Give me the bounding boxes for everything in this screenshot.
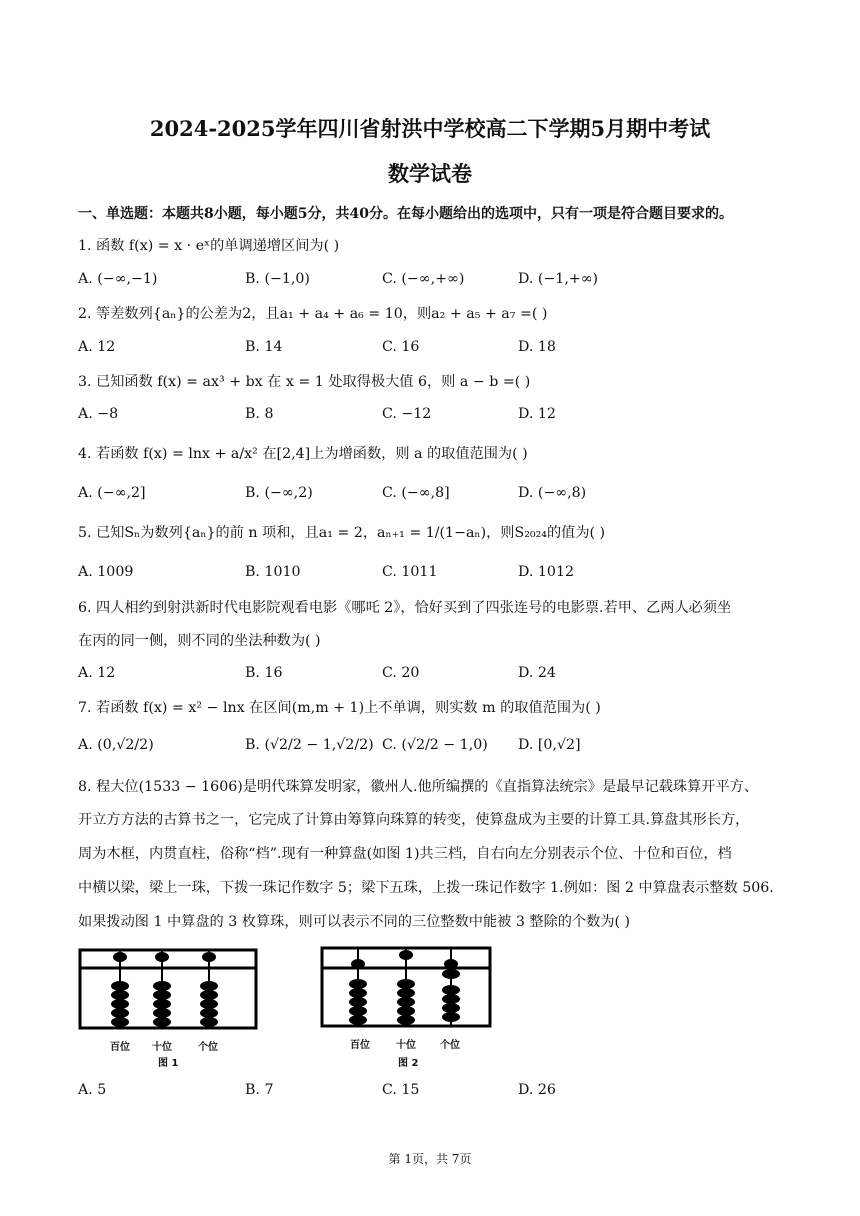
q8-option-d: D. 26	[518, 1082, 556, 1098]
figure-2-label-hundreds: 百位	[350, 1040, 370, 1051]
question-3-stem: 3. 已知函数 f(x) = ax³ + bx 在 x = 1 处取得极大值 6，则 a − b =( )	[78, 374, 531, 390]
q6-option-d: D. 24	[518, 665, 556, 681]
figure-2-label-ones: 个位	[440, 1040, 460, 1051]
q3-option-d: D. 12	[518, 406, 556, 422]
page-footer: 第 1页，共 7页	[388, 1152, 472, 1166]
section-heading: 一、单选题：本题共8小题，每小题5分，共40分。在每小题给出的选项中，只有一项是符合题目要求的。	[78, 206, 733, 222]
question-8-stem-line-1: 8. 程大位(1533 − 1606)是明代珠算发明家，徽州人.他所编撰的《直指算法统宗》是最早记载珠算开平方、	[78, 779, 759, 795]
q2-option-b: B. 14	[245, 339, 283, 355]
q4-option-a: A. (−∞,2]	[78, 485, 146, 501]
q2-option-a: A. 12	[78, 339, 116, 355]
q6-option-a: A. 12	[78, 665, 116, 681]
q7-option-a: A. (0,√2/2)	[78, 737, 154, 753]
question-6-stem-line-1: 6. 四人相约到射洪新时代电影院观看电影《哪吒 2》，恰好买到了四张连号的电影票.若甲、乙两人必须坐	[78, 600, 732, 616]
question-6-stem-line-2: 在丙的同一侧，则不同的坐法种数为( )	[78, 633, 321, 649]
question-8-stem-line-3: 周为木框，内贯直柱，俗称“档”.现有一种算盘(如图 1)共三档，自右向左分别表示个位、十位和百位，档	[78, 846, 732, 862]
q7-option-d: D. [0,√2]	[518, 737, 581, 753]
q5-option-a: A. 1009	[78, 564, 134, 580]
question-7-stem: 7. 若函数 f(x) = x² − lnx 在区间(m,m + 1)上不单调，则实数 m 的取值范围为( )	[78, 700, 601, 716]
question-2-stem: 2. 等差数列{aₙ}的公差为2，且a₁ + a₄ + a₆ = 10，则a₂ + a₅ + a₇ =( )	[78, 306, 548, 322]
page-subtitle: 数学试卷	[388, 161, 472, 186]
q7-option-b: B. (√2/2 − 1,√2/2)	[245, 737, 374, 753]
q4-option-b: B. (−∞,2)	[245, 485, 313, 501]
q8-option-b: B. 7	[245, 1082, 274, 1098]
q2-option-c: C. 16	[382, 339, 420, 355]
q2-option-d: D. 18	[518, 339, 556, 355]
q3-option-b: B. 8	[245, 406, 274, 422]
q5-option-c: C. 1011	[382, 564, 438, 580]
q5-option-d: D. 1012	[518, 564, 574, 580]
q8-option-a: A. 5	[78, 1082, 107, 1098]
q7-option-c: C. (√2/2 − 1,0)	[382, 737, 488, 753]
figure-1-label-ones: 个位	[198, 1042, 218, 1053]
q8-option-c: C. 15	[382, 1082, 420, 1098]
q6-option-b: B. 16	[245, 665, 283, 681]
q1-option-b: B. (−1,0)	[245, 271, 310, 287]
q3-option-c: C. −12	[382, 406, 432, 422]
q4-option-c: C. (−∞,8]	[382, 485, 450, 501]
question-1-stem: 1. 函数 f(x) = x · eˣ的单调递增区间为( )	[78, 238, 340, 254]
figure-1-label-hundreds: 百位	[110, 1042, 130, 1053]
figure-1-caption: 图 1	[158, 1058, 179, 1069]
abacus-beads	[111, 952, 218, 1027]
question-4-stem: 4. 若函数 f(x) = lnx + a/x² 在[2,4]上为增函数，则 a 的取值范围为( )	[78, 446, 528, 462]
figure-2-caption: 图 2	[398, 1058, 419, 1069]
q1-option-d: D. (−1,+∞)	[518, 271, 599, 287]
figure-1-label-tens: 十位	[152, 1042, 172, 1053]
question-8-stem-line-2: 开立方方法的古算书之一，它完成了计算由筹算向珠算的转变，使算盘成为主要的计算工具.算盘其形长方，	[78, 812, 750, 828]
question-5-stem: 5. 已知Sₙ为数列{aₙ}的前 n 项和，且a₁ = 2，aₙ₊₁ = 1/(1−aₙ)，则S₂₀₂₄的值为( )	[78, 525, 606, 541]
q1-option-a: A. (−∞,−1)	[78, 271, 158, 287]
abacus-figure-2	[320, 946, 492, 1030]
q3-option-a: A. −8	[78, 406, 119, 422]
q1-option-c: C. (−∞,+∞)	[382, 271, 465, 287]
q6-option-c: C. 20	[382, 665, 420, 681]
question-8-stem-line-5: 如果拨动图 1 中算盘的 3 枚算珠，则可以表示不同的三位整数中能被 3 整除的个数为( )	[78, 914, 631, 930]
abacus-beads	[349, 950, 460, 1025]
question-8-stem-line-4: 中横以梁，梁上一珠，下拨一珠记作数字 5；梁下五珠，上拨一珠记作数字 1.例如：图 2 中算盘表示整数 506.	[78, 880, 774, 896]
q5-option-b: B. 1010	[245, 564, 301, 580]
abacus-figure-1	[78, 948, 258, 1032]
figure-2-label-tens: 十位	[396, 1040, 416, 1051]
page-title: 2024-2025学年四川省射洪中学校高二下学期5月期中考试	[149, 116, 711, 141]
q4-option-d: D. (−∞,8)	[518, 485, 587, 501]
